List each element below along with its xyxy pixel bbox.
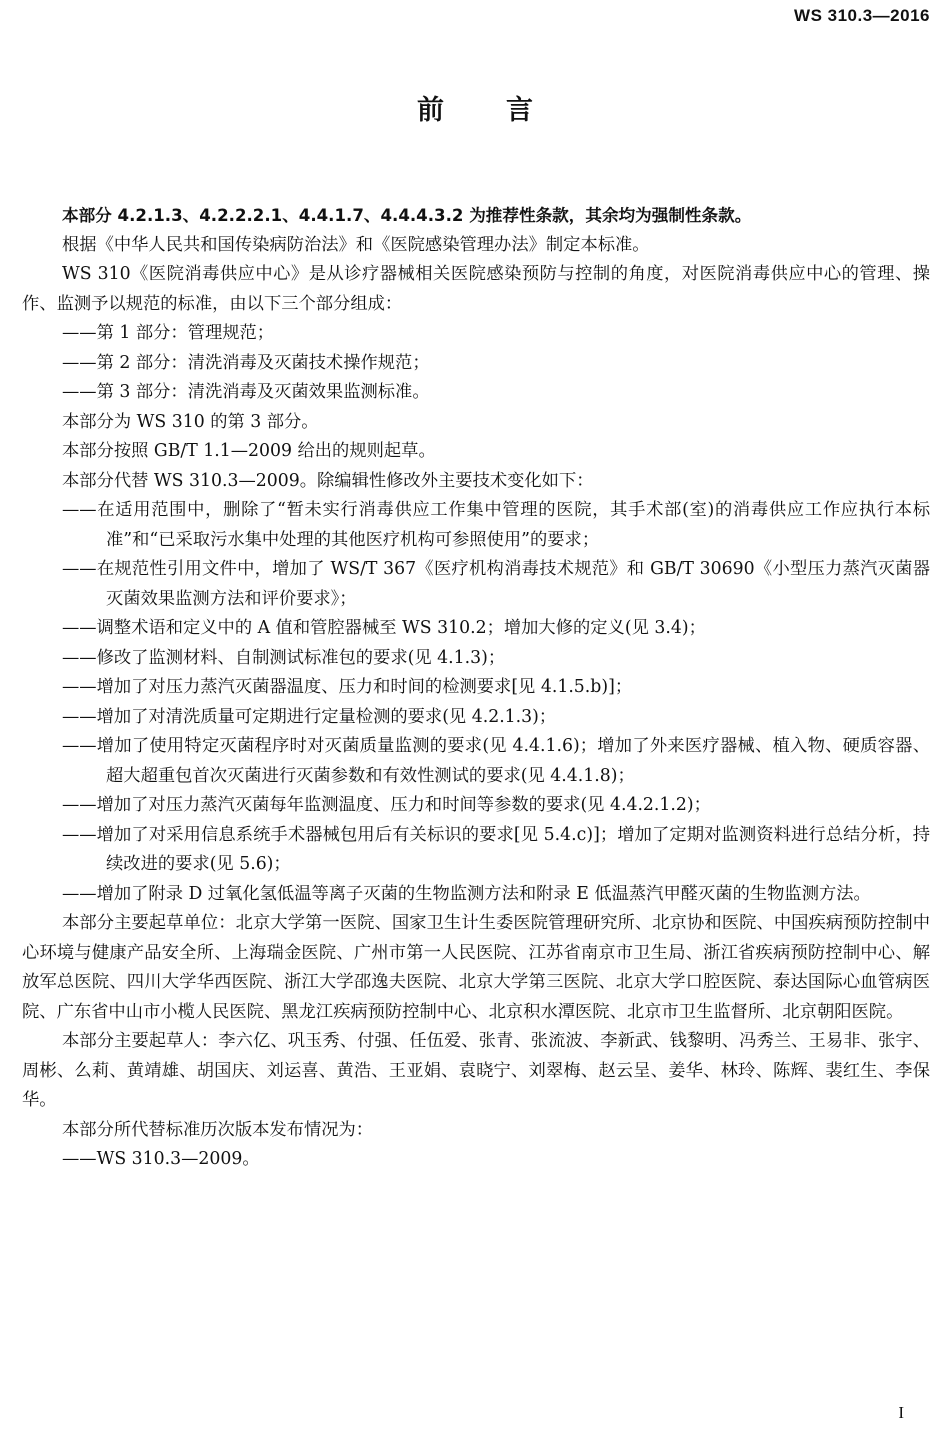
title-char-1: 前 xyxy=(417,95,444,126)
change-list-item: ——调整术语和定义中的 A 值和管腔器械至 WS 310.2；增加大修的定义(见 3.4)； xyxy=(62,618,706,638)
change-list-item: ——增加了对压力蒸汽灭菌器温度、压力和时间的检测要求[见 4.1.5.b)]； xyxy=(62,677,633,697)
change-list-item: ——增加了附录 D 过氧化氢低温等离子灭菌的生物监测方法和附录 E 低温蒸汽甲醛灭菌的生物监测方法。 xyxy=(62,883,871,904)
foreword-body xyxy=(22,201,930,1175)
page-number: I xyxy=(898,1403,904,1422)
part-number-paragraph: 本部分为 WS 310 的第 3 部分。 xyxy=(62,411,319,432)
version-history-item: ——WS 310.3—2009。 xyxy=(62,1149,260,1169)
change-list-item: ——增加了对采用信息系统手术器械包用后有关标识的要求[见 5.4.c)]；增加了定期对监测资料进行总结分析，持续改进的要求(见 5.6)； xyxy=(62,824,930,874)
part-list-item: ——第 2 部分：清洗消毒及灭菌技术操作规范； xyxy=(62,352,430,373)
drafters-paragraph: 本部分主要起草人：李六亿、巩玉秀、付强、任伍爱、张青、张流波、李新武、钱黎明、冯秀兰、王易非、张宇、周彬、么莉、黄靖雄、胡国庆、刘运喜、黄浩、王亚娟、袁晓宁、刘翠梅、赵云呈、姜华、林玲、陈辉、裴红生、李保华。 xyxy=(22,1031,930,1110)
recommended-clauses-note: 本部分 4.2.1.3、4.2.2.2.1、4.4.1.7、4.4.4.3.2 为推荐性条款，其余均为强制性条款。 xyxy=(62,206,752,225)
part-list-item: ——第 3 部分：清洗消毒及灭菌效果监测标准。 xyxy=(62,382,430,402)
replacement-paragraph: 本部分代替 WS 310.3—2009。除编辑性修改外主要技术变化如下： xyxy=(62,470,594,491)
standard-code: WS 310.3—2016 xyxy=(794,6,930,25)
change-list-item: ——增加了对清洗质量可定期进行定量检测的要求(见 4.2.1.3)； xyxy=(62,706,557,727)
change-list-item: ——增加了对压力蒸汽灭菌每年监测温度、压力和时间等参数的要求(见 4.4.2.1.2)； xyxy=(62,795,711,815)
legal-basis-paragraph: 根据《中华人民共和国传染病防治法》和《医院感染管理办法》制定本标准。 xyxy=(62,234,650,255)
change-list-item: ——修改了监测材料、自制测试标准包的要求(见 4.1.3)； xyxy=(62,647,506,668)
drafting-units-paragraph: 本部分主要起草单位：北京大学第一医院、国家卫生计生委医院管理研究所、北京协和医院、中国疾病预防控制中心环境与健康产品安全所、上海瑞金医院、广州市第一人民医院、江苏省南京市卫生局、浙江省疾病预防控制中心、解放军总医院、四川大学华西医院、浙江大学邵逸夫医院、北京大学第三医院、北京大学口腔医院、泰达国际心血管病医院、广东省中山市小榄人民医院、黑龙江疾病预防控制中心、北京积水潭医院、北京市卫生监督所、北京朝阳医院。 xyxy=(22,913,930,1022)
drafting-rules-paragraph: 本部分按照 GB/T 1.1—2009 给出的规则起草。 xyxy=(62,441,436,461)
standard-structure-paragraph: WS 310《医院消毒供应中心》是从诊疗器械相关医院感染预防与控制的角度，对医院消毒供应中心的管理、操作、监测予以规范的标准，由以下三个部分组成： xyxy=(22,264,930,314)
change-list-item: ——在适用范围中，删除了“暂未实行消毒供应工作集中管理的医院，其手术部(室)的消毒供应工作应执行本标准”和“已采取污水集中处理的其他医疗机构可参照使用”的要求； xyxy=(62,500,930,550)
change-list-item: ——在规范性引用文件中，增加了 WS/T 367《医疗机构消毒技术规范》和 GB/T 30690《小型压力蒸汽灭菌器灭菌效果监测方法和评价要求》； xyxy=(62,559,930,609)
version-history-paragraph: 本部分所代替标准历次版本发布情况为： xyxy=(62,1119,374,1140)
change-list-item: ——增加了使用特定灭菌程序时对灭菌质量监测的要求(见 4.4.1.6)；增加了外来医疗器械、植入物、硬质容器、超大超重包首次灭菌进行灭菌参数和有效性测试的要求(见 4.4.1.8)； xyxy=(62,736,930,786)
page-title xyxy=(0,88,950,127)
title-char-2: 言 xyxy=(506,95,533,126)
part-list-item: ——第 1 部分：管理规范； xyxy=(62,323,275,343)
